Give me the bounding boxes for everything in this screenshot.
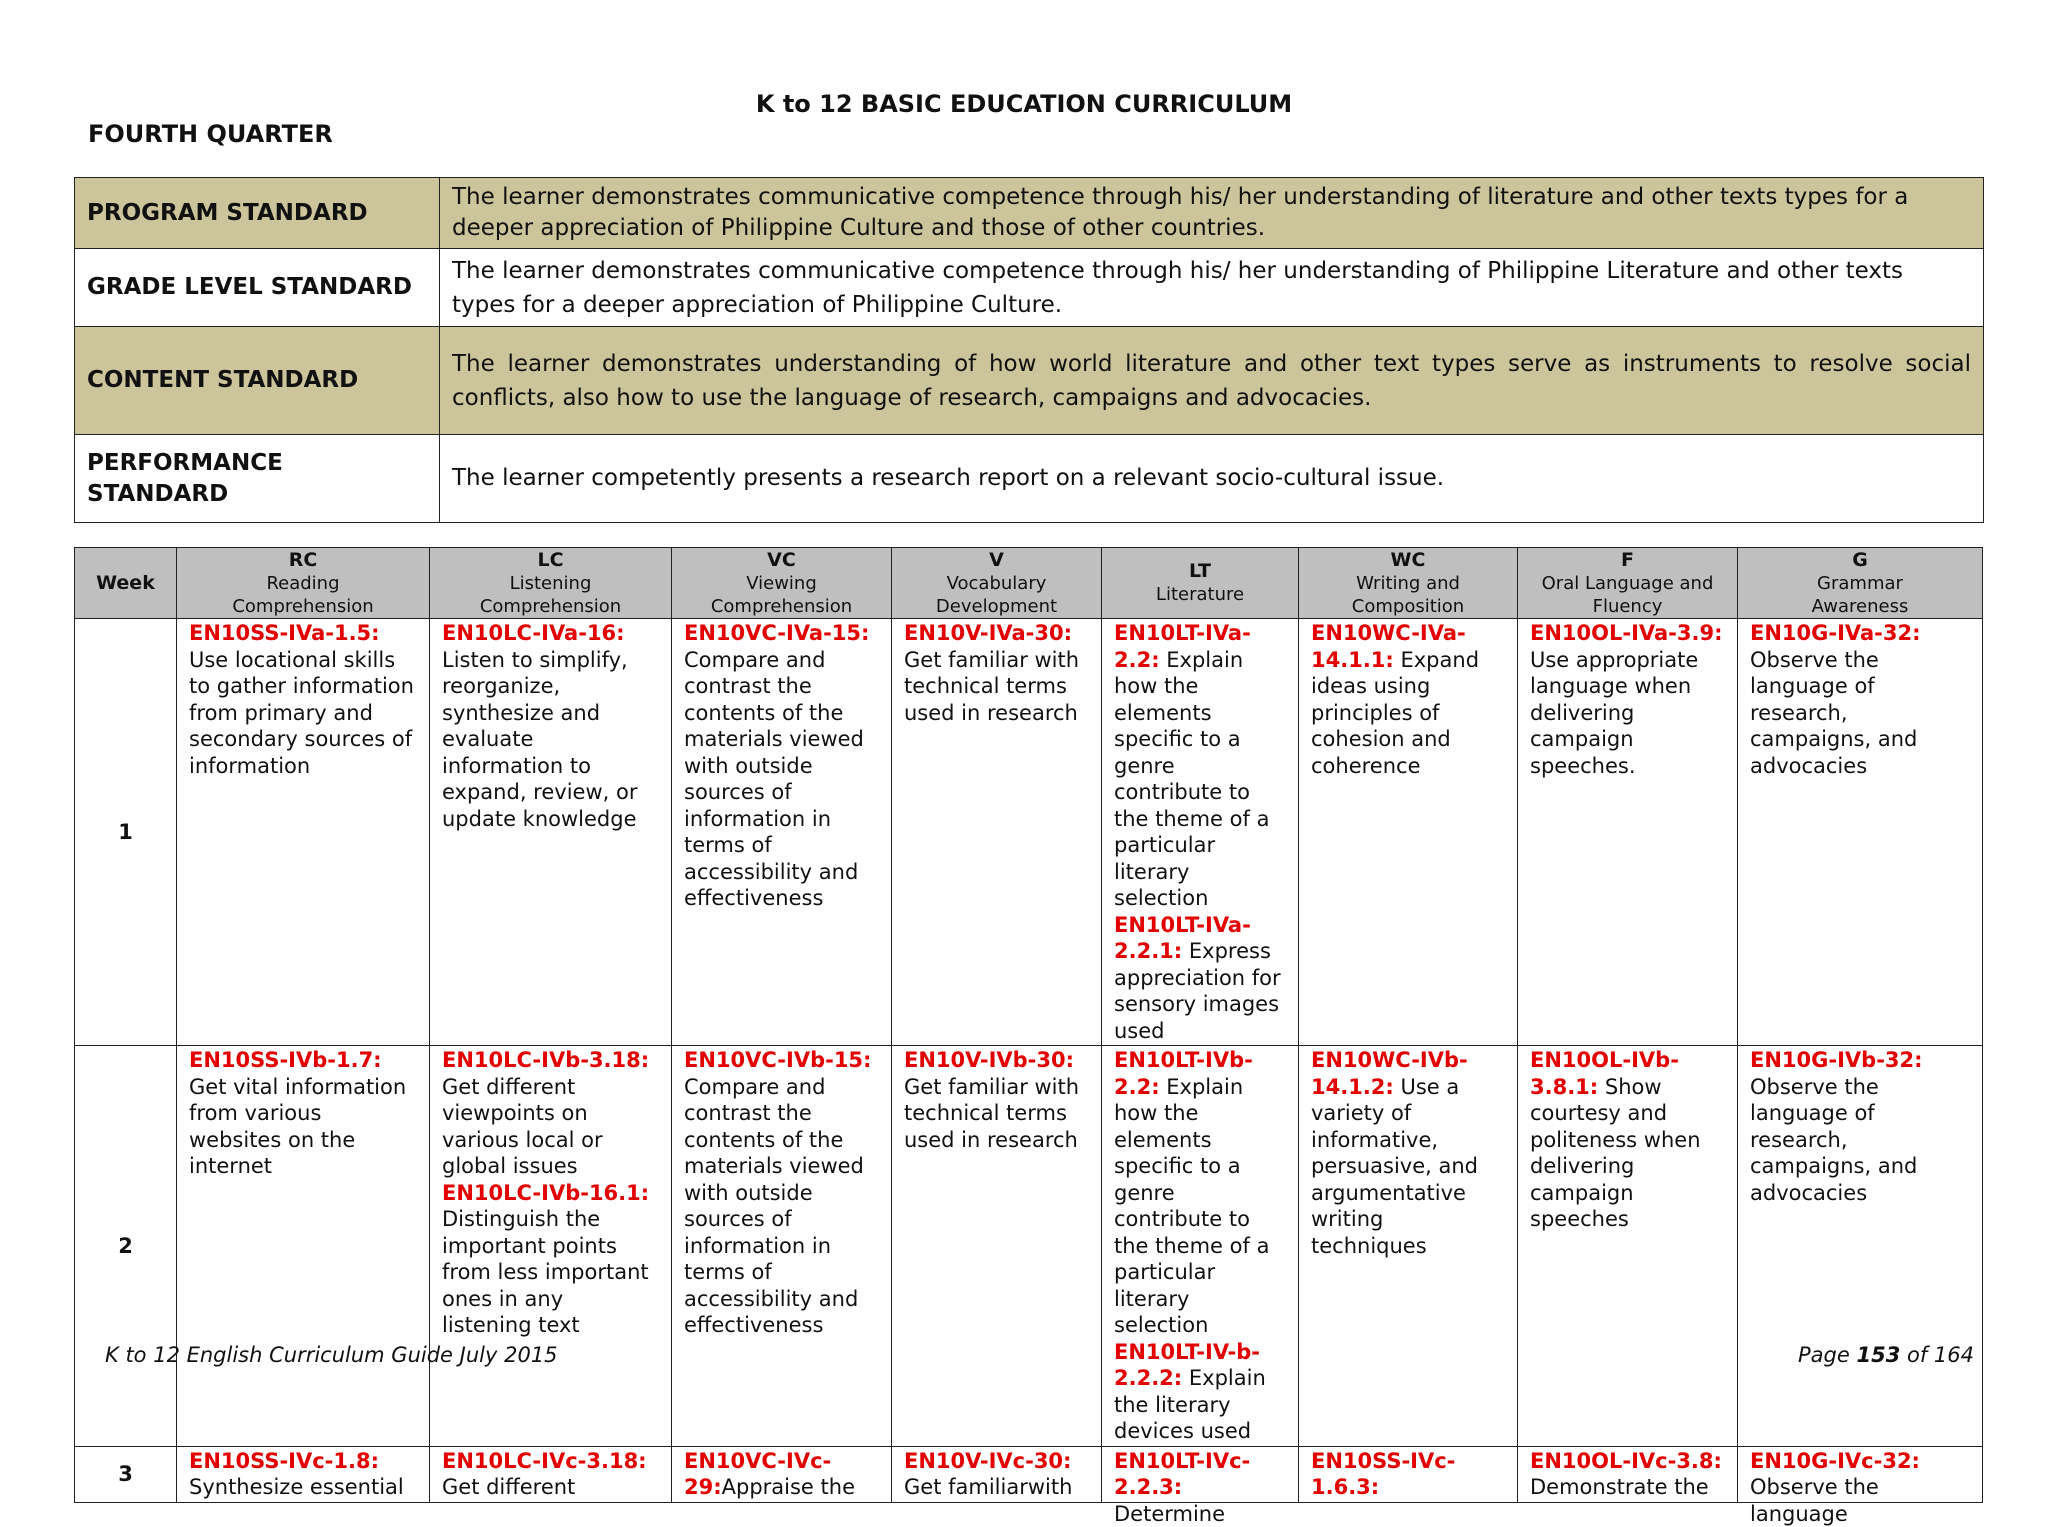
week-row bbox=[75, 1046, 1983, 1447]
lt-cell: EN10LT-IVb-2.2: Explain how the elements specific to a genre contribute to the theme of a particular literary selection EN10LT-IV-b-2.2.2: Explain the literary devices used bbox=[1102, 1046, 1299, 1447]
f-cell: EN10OL-IVc-3.8: Demonstrate the bbox=[1518, 1446, 1738, 1502]
vc-cell: EN10VC-IVa-15: Compare and contrast the contents of the materials viewed with outside sources of information in terms of accessibility and effectiveness bbox=[672, 619, 892, 1046]
program-standard-row bbox=[75, 178, 1984, 249]
rc-cell: EN10SS-IVc-1.8: Synthesize essential bbox=[177, 1446, 430, 1502]
f-cell: EN10OL-IVb-3.8.1: Show courtesy and politeness when delivering campaign speeches bbox=[1518, 1046, 1738, 1447]
v-cell: EN10V-IVc-30: Get familiarwith bbox=[892, 1446, 1102, 1502]
vc-header: VC Viewing Comprehension bbox=[672, 548, 892, 619]
standard-label: GRADE LEVEL STANDARD bbox=[75, 249, 440, 327]
wc-cell: EN10WC-IVa-14.1.1: Expand ideas using principles of cohesion and coherence bbox=[1299, 619, 1518, 1046]
vc-cell: EN10VC-IVb-15: Compare and contrast the contents of the materials viewed with outside sources of information in terms of accessibility and effectiveness bbox=[672, 1046, 892, 1447]
standard-text: The learner demonstrates understanding of how world literature and other text types serve as instruments to resolve social conflicts, also how to use the language of research, campaigns and advocacies. bbox=[440, 327, 1984, 435]
wc-cell: EN10WC-IVb-14.1.2: Use a variety of informative, persuasive, and argumentative writing techniques bbox=[1299, 1046, 1518, 1447]
performance-standard-row bbox=[75, 435, 1984, 523]
standard-text: The learner demonstrates communicative competence through his/ her understanding of Philippine Literature and other texts types for a deeper appreciation of Philippine Culture. bbox=[440, 249, 1984, 327]
g-cell: EN10G-IVa-32: Observe the language of research, campaigns, and advocacies bbox=[1738, 619, 1983, 1046]
lt-cell: EN10LT-IVc-2.2.3: Determine bbox=[1102, 1446, 1299, 1502]
v-cell: EN10V-IVb-30: Get familiar with technical terms used in research bbox=[892, 1046, 1102, 1447]
v-header: V Vocabulary Development bbox=[892, 548, 1102, 619]
vc-cell: EN10VC-IVc-29:Appraise the bbox=[672, 1446, 892, 1502]
f-cell: EN10OL-IVa-3.9: Use appropriate language when delivering campaign speeches. bbox=[1518, 619, 1738, 1046]
standard-label: PERFORMANCE STANDARD bbox=[75, 435, 440, 523]
f-header: F Oral Language and Fluency bbox=[1518, 548, 1738, 619]
lc-cell: EN10LC-IVb-3.18: Get different viewpoints on various local or global issues EN10LC-IVb-16.1: Distinguish the important points from less important ones in any listening text bbox=[430, 1046, 672, 1447]
lt-header: LT Literature bbox=[1102, 548, 1299, 619]
standard-label: CONTENT STANDARD bbox=[75, 327, 440, 435]
grade-level-standard-row bbox=[75, 249, 1984, 327]
lc-cell: EN10LC-IVc-3.18: Get different bbox=[430, 1446, 672, 1502]
footer-guide-title: K to 12 English Curriculum Guide July 2015 bbox=[105, 1343, 558, 1367]
week-header: Week bbox=[75, 548, 177, 619]
header-row bbox=[75, 548, 1983, 619]
standard-text: The learner demonstrates communicative competence through his/ her understanding of literature and other texts types for a deeper appreciation of Philippine Culture and those of other countries. bbox=[440, 178, 1984, 249]
rc-cell: EN10SS-IVa-1.5: Use locational skills to gather information from primary and secondary sources of information bbox=[177, 619, 430, 1046]
standards-table bbox=[74, 177, 1984, 523]
wc-cell: EN10SS-IVc-1.6.3: bbox=[1299, 1446, 1518, 1502]
v-cell: EN10V-IVa-30: Get familiar with technical terms used in research bbox=[892, 619, 1102, 1046]
week-number: 2 bbox=[75, 1046, 177, 1447]
footer-page-number: Page 153 of 164 bbox=[1798, 1343, 1974, 1367]
g-cell: EN10G-IVc-32: Observe the language bbox=[1738, 1446, 1983, 1502]
lc-header: LC Listening Comprehension bbox=[430, 548, 672, 619]
week-number: 1 bbox=[75, 619, 177, 1046]
week-number: 3 bbox=[75, 1446, 177, 1502]
wc-header: WC Writing and Composition bbox=[1299, 548, 1518, 619]
rc-cell: EN10SS-IVb-1.7: Get vital information from various websites on the internet bbox=[177, 1046, 430, 1447]
g-cell: EN10G-IVb-32: Observe the language of research, campaigns, and advocacies bbox=[1738, 1046, 1983, 1447]
lc-cell: EN10LC-IVa-16: Listen to simplify, reorganize, synthesize and evaluate information to expand, review, or update knowledge bbox=[430, 619, 672, 1046]
standard-text: The learner competently presents a research report on a relevant socio-cultural issue. bbox=[440, 435, 1984, 523]
standard-label: PROGRAM STANDARD bbox=[75, 178, 440, 249]
rc-header: RC Reading Comprehension bbox=[177, 548, 430, 619]
quarter-label: FOURTH QUARTER bbox=[88, 120, 333, 148]
g-header: G Grammar Awareness bbox=[1738, 548, 1983, 619]
document-title: K to 12 BASIC EDUCATION CURRICULUM bbox=[755, 90, 1293, 118]
content-standard-row bbox=[75, 327, 1984, 435]
week-row bbox=[75, 619, 1983, 1046]
lt-cell: EN10LT-IVa-2.2: Explain how the elements specific to a genre contribute to the theme of a particular literary selection EN10LT-IVa-2.2.1: Express appreciation for sensory images used bbox=[1102, 619, 1299, 1046]
week-row bbox=[75, 1446, 1983, 1502]
